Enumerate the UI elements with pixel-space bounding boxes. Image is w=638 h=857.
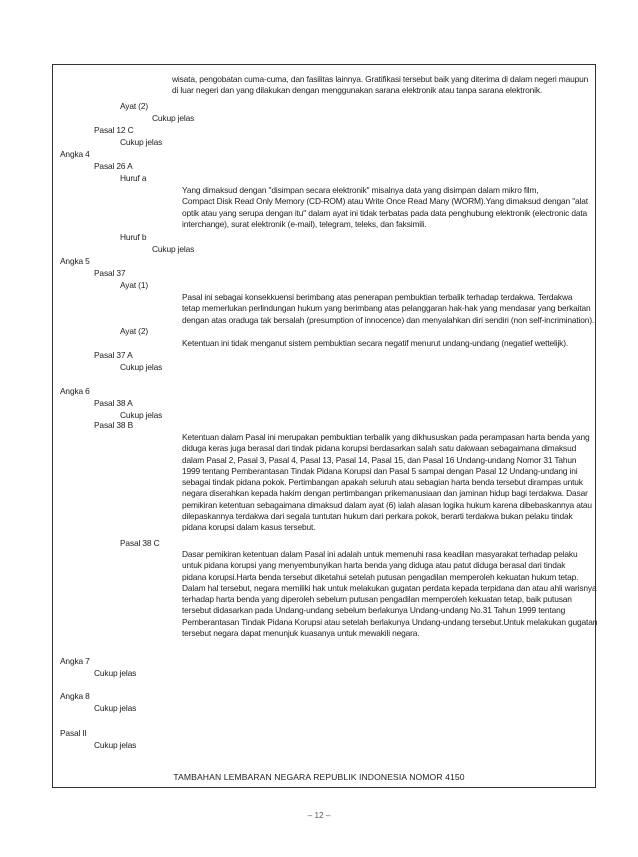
text-cukup-jelas: Cukup jelas (120, 410, 163, 420)
paragraph-disimpan-elektronik (182, 185, 588, 230)
text-line: dalam Pasal 2, Pasal 3, Pasal 4, Pasal 13, Pasal 14, Pasal 15, dan Pasal 16 Undang-undang Nomor 31 Tahun (182, 454, 577, 465)
text-line: pemikiran ketentuan sebagaimana dimaksud dalam ayat (6) ialah alasan logika hukum karena dibebaskannya atau (182, 499, 592, 510)
paragraph-dasar-pemikiran (182, 549, 598, 639)
text-line: dengan atas oraduga tak bersalah (presumption of innocence) dan menyalahkan diri sendiri (non self-incrimination). (182, 314, 595, 325)
footer-tambahan-lembaran: TAMBAHAN LEMBARAN NEGARA REPUBLIK INDONESIA NOMOR 4150 (173, 772, 465, 782)
text-line: dilepaskannya terdakwa dari segala tuntutan hukum dari perkara pokok, berarti terdakwa bukan pelaku tindak (182, 511, 573, 522)
paragraph-pembuktian-terbalik (182, 432, 592, 534)
heading-angka-5: Angka 5 (60, 256, 90, 266)
text-line: wisata, pengobatan cuma-cuma, dan fasilitas lainnya. Gratifikasi tersebut baik yang diterima di dalam negeri maupun (172, 74, 589, 84)
heading-pasal-38c: Pasal 38 C (120, 538, 160, 548)
text-line: Dalam hal tersebut, negara memiliki hak untuk melakukan gugatan perdata kepada terpidana dan atau ahli warisnya (182, 582, 597, 593)
text-cukup-jelas: Cukup jelas (94, 668, 137, 678)
heading-ayat-1: Ayat (1) (120, 280, 148, 290)
text-cukup-jelas: Cukup jelas (94, 740, 137, 750)
text-line: tersebut didasarkan pada Undang-undang sebelum berlakunya Undang-undang No.31 Tahun 1999 tentang (182, 605, 566, 616)
text-line: Pemberantasan Tindak Pidana Korupsi atau setelah berlakunya Undang-undang tersebut.Untuk melakukan gugatan (182, 616, 598, 627)
text-line: interchange), surat elektronik (e-mail), telegram, teleks, dan faksimili. (182, 218, 427, 229)
text-line: Yang dimaksud dengan "disimpan secara elektronik" misalnya data yang disimpan dalam mikro film, (182, 185, 539, 195)
heading-pasal-26a: Pasal 26 A (94, 161, 133, 171)
text-line: untuk pidana korupsi yang menyembunyikan harta benda yang diduga atau patut diduga berasal dari tindak (182, 560, 566, 571)
heading-ayat-2: Ayat (2) (120, 326, 148, 336)
heading-pasal-12c: Pasal 12 C (94, 125, 134, 135)
text-cukup-jelas: Cukup jelas (152, 113, 195, 123)
text-cukup-jelas: Cukup jelas (94, 703, 137, 713)
paragraph-konsekuensi (182, 292, 595, 326)
heading-angka-6: Angka 6 (60, 386, 90, 396)
heading-ayat-2: Ayat (2) (120, 101, 148, 111)
text-line: optik atau yang serupa dengan itu" dalam ayat ini tidak terbatas pada data penghubung elektronik (electronic data (182, 207, 588, 218)
text-line: Ketentuan dalam Pasal ini merupakan pembuktian terbalik yang dikhususkan pada perampasan harta benda yang (182, 432, 590, 442)
text-line: pidana korupsi.Harta benda tersebut diketahui setelah putusan pengadilan memperoleh kekuatan hukum tetap. (182, 571, 579, 582)
heading-pasal-37a: Pasal 37 A (94, 350, 133, 360)
text-line: Pasal ini sebagai konsekkuensi berimbang atas penerapan pembuktian terbalik terhadap terdakwa. Terdakwa (182, 292, 573, 302)
text-cukup-jelas: Cukup jelas (152, 244, 195, 254)
text-cukup-jelas: Cukup jelas (120, 362, 163, 372)
heading-pasal-37: Pasal 37 (94, 268, 126, 278)
text-line: diduga keras juga berasal dari tindak pidana korupsi berdasarkan salah satu dakwaan sebagaimana dimaksud (182, 443, 577, 454)
text-line: tetap memerlukan perlindungan hukum yang berimbang atas pelanggaran hak-hak yang mendasar yang berkaitan (182, 303, 591, 314)
text-line: pidana korupsi dalam kasus tersebut. (182, 522, 316, 533)
text-line: tersebut negara dapat menunjuk kuasanya untuk mewakili negara. (182, 628, 420, 639)
heading-pasal-38b: Pasal 38 B (94, 420, 134, 430)
heading-huruf-b: Huruf b (120, 232, 147, 242)
page-number: – 12 – (307, 811, 331, 820)
text-line: Dasar pemikiran ketentuan dalam Pasal ini adalah untuk memenuhi rasa keadilan masyarakat terhadap pelaku (182, 549, 578, 559)
text-line: sebagai tindak pidana pokok. Pertimbangan apakah seluruh atau sebagian harta benda tersebut dirampas untuk (182, 477, 583, 488)
text-line: 1999 tentang Pemberantasan Tindak Pidana Korupsi dan Pasal 5 sampai dengan Pasal 12 Undang-undang ini (182, 465, 578, 476)
text-cukup-jelas: Cukup jelas (120, 137, 163, 147)
paragraph-gratifikasi (172, 74, 588, 97)
heading-angka-8: Angka 8 (60, 691, 90, 701)
heading-pasal-ii: Pasal II (60, 728, 87, 738)
heading-huruf-a: Huruf a (120, 173, 147, 183)
text-line: terhadap harta benda yang diperoleh sebelum putusan pengadilan memperoleh kekuatan tetap, baik putusan (182, 594, 572, 605)
text-line: negara diserahkan kepada hakim dengan pertimbangan prikemanusiaan dan jaminan hidup bagi terdakwa. Dasar (182, 488, 588, 499)
heading-angka-4: Angka 4 (60, 149, 90, 159)
text-line: di luar negeri dan yang dilakukan dengan menggunakan sarana elektronik atau tanpa sarana elektronik. (172, 85, 543, 96)
text-line: Compact Disk Read Only Memory (CD-ROM) atau Write Once Read Many (WORM).Yang dimaksud dengan "alat (182, 196, 588, 207)
heading-angka-7: Angka 7 (60, 656, 90, 666)
heading-pasal-38a: Pasal 38 A (94, 398, 133, 408)
paragraph-ketentuan: Ketentuan ini tidak menganut sistem pembuktian secara negatif menurut undang-undang (negatief wettelijk). (182, 338, 569, 348)
